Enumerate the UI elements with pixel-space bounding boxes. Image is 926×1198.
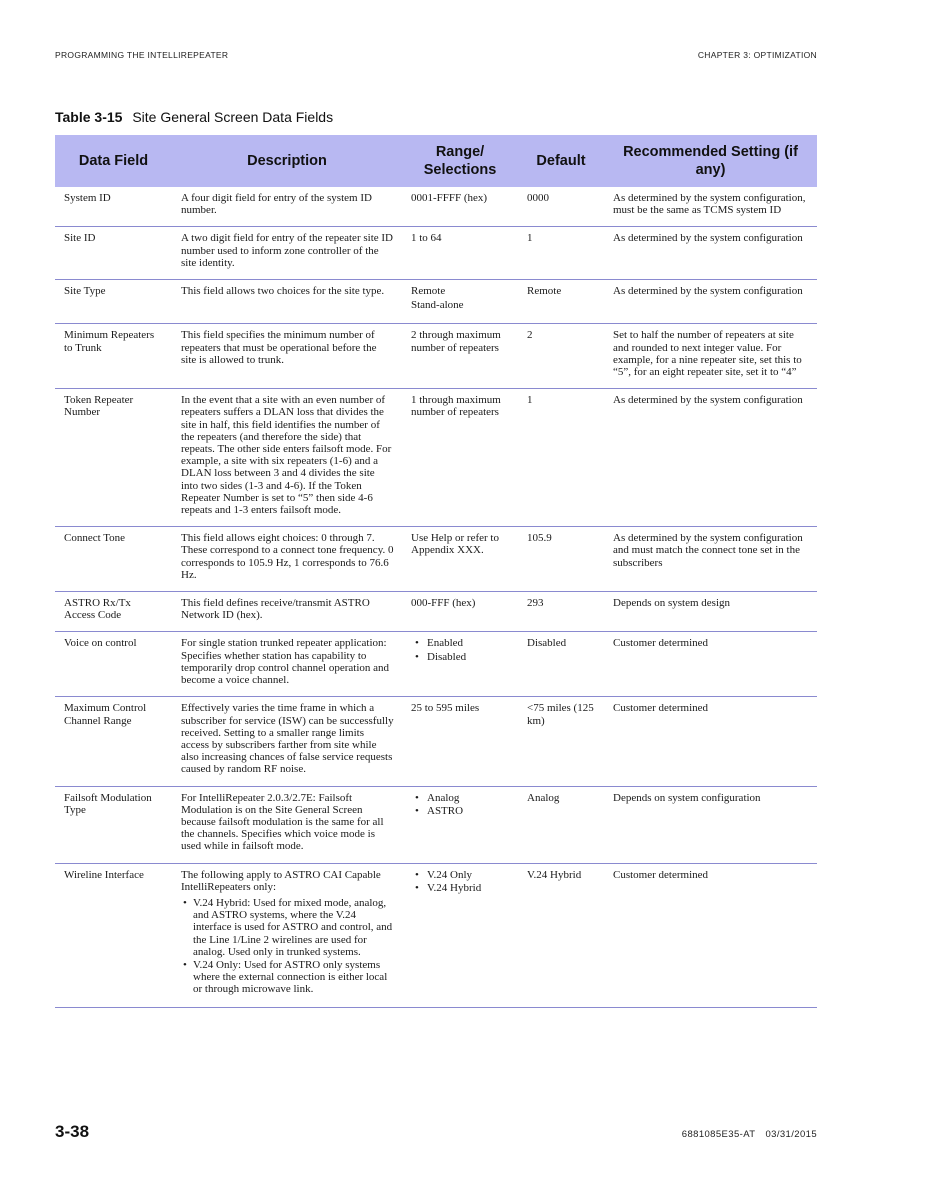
document-date: 03/31/2015	[765, 1129, 817, 1140]
document-number: 6881085E35-AT	[681, 1129, 756, 1140]
range-options-list	[411, 869, 510, 894]
cell-recommended: As determined by the system configuration	[604, 227, 817, 280]
range-option: • Analog	[411, 792, 510, 804]
range-option: • V.24 Only	[411, 869, 510, 881]
table-row	[55, 863, 817, 1007]
cell-recommended: Customer determined	[604, 697, 817, 786]
cell-default: 0000	[518, 187, 604, 227]
cell-recommended: As determined by the system configuration and must match the connect tone set in the subscribers	[604, 527, 817, 592]
table-row	[55, 324, 817, 389]
cell-field: Wireline Interface	[55, 863, 172, 1007]
column-header-range: Range/ Selections	[402, 135, 518, 187]
range-options-list	[411, 637, 510, 662]
cell-recommended: As determined by the system configuration	[604, 389, 817, 527]
table-row	[55, 697, 817, 786]
cell-field: Maximum Control Channel Range	[55, 697, 172, 786]
cell-default: Analog	[518, 786, 604, 863]
cell-field: Connect Tone	[55, 527, 172, 592]
cell-field: ASTRO Rx/Tx Access Code	[55, 592, 172, 632]
cell-range: 000-FFF (hex)	[402, 592, 518, 632]
cell-description: A four digit field for entry of the system ID number.	[172, 187, 402, 227]
cell-default: V.24 Hybrid	[518, 863, 604, 1007]
site-general-data-table	[55, 135, 817, 1008]
range-option: • V.24 Hybrid	[411, 882, 510, 894]
cell-default: <75 miles (125 km)	[518, 697, 604, 786]
cell-field: Site Type	[55, 280, 172, 324]
range-option: Remote	[411, 285, 446, 298]
range-option: • Disabled	[411, 651, 510, 663]
table-row	[55, 786, 817, 863]
cell-recommended: Depends on system design	[604, 592, 817, 632]
cell-default: Disabled	[518, 632, 604, 697]
cell-default: 1	[518, 389, 604, 527]
range-option: • Enabled	[411, 637, 510, 649]
cell-range	[402, 786, 518, 863]
range-option: • ASTRO	[411, 805, 510, 817]
cell-field: Token Repeater Number	[55, 389, 172, 527]
column-header-data-field: Data Field	[55, 135, 172, 187]
table-row	[55, 527, 817, 592]
cell-default: 105.9	[518, 527, 604, 592]
cell-range: 25 to 595 miles	[402, 697, 518, 786]
cell-range: Use Help or refer to Appendix XXX.	[402, 527, 518, 592]
header-section-title: PROGRAMMING THE INTELLIREPEATER	[55, 50, 229, 60]
column-header-default: Default	[518, 135, 604, 187]
table-title: Site General Screen Data Fields	[132, 109, 334, 125]
table-row	[55, 227, 817, 280]
document-id	[682, 1129, 817, 1140]
cell-recommended: Depends on system configuration	[604, 786, 817, 863]
cell-range: 2 through maximum number of repeaters	[402, 324, 518, 389]
description-bullets	[181, 897, 394, 996]
range-options-list	[411, 792, 510, 817]
column-header-description: Description	[172, 135, 402, 187]
cell-description: A two digit field for entry of the repeater site ID number used to inform zone controller of the site identity.	[172, 227, 402, 280]
cell-range	[402, 280, 518, 324]
cell-recommended: As determined by the system configuration	[604, 280, 817, 324]
cell-field: System ID	[55, 187, 172, 227]
description-intro: The following apply to ASTRO CAI Capable IntelliRepeaters only:	[181, 868, 381, 893]
cell-description: This field allows two choices for the site type.	[172, 280, 402, 324]
cell-description: Effectively varies the time frame in which a subscriber for service (ISW) can be successfully received. Setting to a smaller range limits access by subscribers farther from site while also increasing chances of false service requests caused by random RF noise.	[172, 697, 402, 786]
cell-recommended: Customer determined	[604, 632, 817, 697]
cell-recommended: As determined by the system configuration, must be the same as TCMS system ID	[604, 187, 817, 227]
cell-field: Site ID	[55, 227, 172, 280]
table-row	[55, 389, 817, 527]
cell-range	[402, 863, 518, 1007]
cell-description: This field defines receive/transmit ASTRO Network ID (hex).	[172, 592, 402, 632]
cell-field: Minimum Repeaters to Trunk	[55, 324, 172, 389]
cell-field: Voice on control	[55, 632, 172, 697]
table-row	[55, 592, 817, 632]
cell-description	[172, 863, 402, 1007]
cell-range: 0001-FFFF (hex)	[402, 187, 518, 227]
cell-default: Remote	[518, 280, 604, 324]
cell-description: This field specifies the minimum number of repeaters that must be operational before the site is allowed to trunk.	[172, 324, 402, 389]
description-bullet: • V.24 Only: Used for ASTRO only systems where the external connection is either local or through microwave link.	[181, 959, 394, 996]
cell-range	[402, 632, 518, 697]
range-option: Stand-alone	[411, 299, 464, 312]
cell-description: In the event that a site with an even number of repeaters suffers a DLAN loss that divides the site in half, this field identifies the number of the repeaters (and therefore the side) that repeats. The other side enters failsoft mode. For example, a site with six repeaters (1-6) and a DLAN loss between 3 and 4 divides the site into two sides (1-3 and 4-6). If the Token Repeater Number is set to “5” then side 4-6 repeats and 1-3 enters failsoft mode.	[172, 389, 402, 527]
cell-range: 1 through maximum number of repeaters	[402, 389, 518, 527]
table-number: Table 3-15	[55, 109, 123, 125]
table-row	[55, 280, 817, 324]
cell-description: For IntelliRepeater 2.0.3/2.7E: Failsoft Modulation is on the Site General Screen because failsoft modulation is the same for all the channels. Specifies which voice mode is used while in failsoft mode.	[172, 786, 402, 863]
cell-description: This field allows eight choices: 0 through 7. These correspond to a connect tone frequency. 0 corresponds to 105.9 Hz, 1 corresponds to 76.6 Hz.	[172, 527, 402, 592]
table-header-row	[55, 135, 817, 187]
table-caption	[55, 109, 333, 125]
cell-default: 293	[518, 592, 604, 632]
description-bullet: • V.24 Hybrid: Used for mixed mode, analog, and ASTRO systems, where the V.24 interface is used for ASTRO and control, and the Line 1/Line 2 wirelines are used for analog. Used only in trunked systems.	[181, 897, 394, 958]
cell-default: 2	[518, 324, 604, 389]
column-header-recommended: Recommended Setting (if any)	[604, 135, 817, 187]
header-chapter-title: CHAPTER 3: OPTIMIZATION	[697, 50, 817, 60]
cell-recommended: Set to half the number of repeaters at site and rounded to next integer value. For example, for a nine repeater site, set this to “5”, for an eight repeater site, set it to “4”	[604, 324, 817, 389]
cell-field: Failsoft Modulation Type	[55, 786, 172, 863]
cell-recommended: Customer determined	[604, 863, 817, 1007]
cell-description: For single station trunked repeater application: Specifies whether station has capability to temporarily drop control channel operation and become a voice channel.	[172, 632, 402, 697]
page-number: 3-38	[55, 1122, 90, 1141]
cell-default: 1	[518, 227, 604, 280]
cell-range: 1 to 64	[402, 227, 518, 280]
table-row	[55, 187, 817, 227]
table-row	[55, 632, 817, 697]
